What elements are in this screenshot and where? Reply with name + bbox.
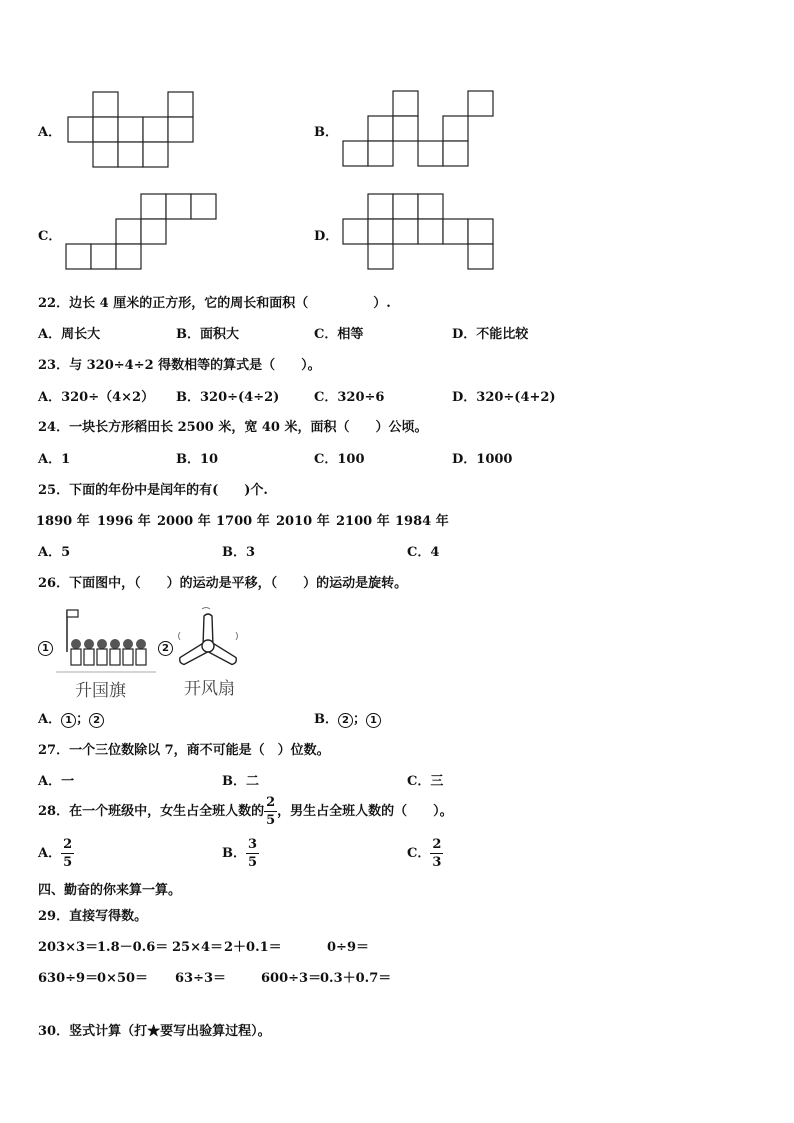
q22-option-d: D．不能比较: [452, 327, 529, 342]
net-square: [443, 219, 468, 244]
net-square: [468, 219, 493, 244]
net-square: [368, 116, 393, 141]
year-item: 1984 年: [395, 514, 449, 529]
net-square: [143, 142, 168, 167]
q24-option-a: A．1: [38, 452, 71, 467]
calc-item: 203×3＝: [38, 940, 99, 955]
fan-illustration: [176, 606, 240, 670]
q22-option-b: B．面积大: [176, 327, 239, 342]
net-square: [368, 141, 393, 166]
q24-option-b: B．10: [176, 452, 219, 467]
calc-item: 630÷9＝: [38, 971, 99, 986]
q23-option-b: B．320÷(4÷2): [176, 390, 280, 405]
calc-item: 0.3＋0.7＝: [320, 971, 392, 986]
picture-marker-1: 1: [38, 640, 53, 656]
net-square: [443, 141, 468, 166]
q25-option-b: B．3: [222, 545, 256, 560]
q27-option-c: C．三: [407, 774, 444, 789]
question-24-stem: 24．一块长方形稻田长 2500 米，宽 40 米，面积（ ）公顷。: [38, 420, 428, 435]
year-item: 2010 年: [276, 514, 330, 529]
net-square: [191, 194, 216, 219]
stem-fraction: $\frac{2}{5}$: [266, 795, 276, 828]
section-4-heading: 四、勤奋的你来算一算。: [38, 883, 182, 898]
net-square: [418, 141, 443, 166]
calc-item: 63÷3＝: [175, 971, 227, 986]
net-square: [93, 92, 118, 117]
calc-item: 0÷9＝: [327, 940, 369, 955]
net-square: [93, 117, 118, 142]
option-d-label: D．: [314, 229, 339, 244]
q26-option-b: B． 2 ； 1: [314, 708, 381, 728]
q25-option-a: A．5: [38, 545, 71, 560]
net-square: [168, 92, 193, 117]
net-figure-c: [66, 194, 226, 274]
year-item: 2100 年: [336, 514, 390, 529]
calc-item: 1.8－0.6＝: [97, 940, 169, 955]
option-a-label: A．: [38, 125, 62, 140]
net-square: [418, 219, 443, 244]
q23-option-a: A．320÷（4×2）: [38, 390, 155, 405]
option-c-label: C．: [38, 229, 62, 244]
net-square: [393, 219, 418, 244]
calc-item: 25×4＝: [172, 940, 224, 955]
q23-option-d: D．320÷(4+2): [452, 390, 556, 405]
q25-option-c: C．4: [407, 545, 440, 560]
q23-option-c: C．320÷6: [314, 390, 385, 405]
q27-option-b: B．二: [222, 774, 259, 789]
net-square: [118, 142, 143, 167]
caption-fan: 开风扇: [184, 679, 235, 699]
net-square: [93, 142, 118, 167]
year-item: 1890 年: [36, 514, 90, 529]
q24-option-c: C．100: [314, 452, 365, 467]
net-square: [116, 219, 141, 244]
net-square: [66, 244, 91, 269]
calc-item: 0×50＝: [97, 971, 149, 986]
q28-option-a: A． $\frac{2}{5}$: [38, 837, 73, 870]
net-square: [166, 194, 191, 219]
q28-option-b: B． $\frac{3}{5}$: [222, 837, 258, 870]
question-22-stem: 22．边长 4 厘米的正方形，它的周长和面积（ ）.: [38, 296, 391, 311]
question-29-stem: 29．直接写得数。: [38, 909, 148, 924]
calc-item: 2＋0.1＝: [224, 940, 282, 955]
question-26-stem: 26．下面图中，（ ）的运动是平移，（ ）的运动是旋转。: [38, 576, 408, 591]
net-square: [368, 219, 393, 244]
q27-option-a: A．一: [38, 774, 75, 789]
net-square: [468, 91, 493, 116]
net-square: [393, 116, 418, 141]
question-27-stem: 27．一个三位数除以 7，商不可能是（ ）位数。: [38, 743, 330, 758]
net-figure-b: [343, 91, 503, 171]
net-square: [468, 244, 493, 269]
q26-option-a: A． 1 ； 2: [38, 708, 104, 728]
net-square: [141, 219, 166, 244]
net-square: [443, 116, 468, 141]
q22-option-a: A．周长大: [38, 327, 101, 342]
option-b-label: B．: [314, 125, 338, 140]
q24-option-d: D．1000: [452, 452, 513, 467]
net-square: [143, 117, 168, 142]
question-25-stem: 25．下面的年份中是闰年的有( )个.: [38, 483, 268, 498]
net-figure-d: [343, 194, 503, 274]
net-square: [418, 194, 443, 219]
net-square: [68, 117, 93, 142]
caption-flag-raising: 升国旗: [75, 681, 126, 701]
question-30-stem: 30．竖式计算（打★要写出验算过程）。: [38, 1024, 271, 1039]
picture-marker-2: 2: [158, 640, 173, 656]
net-square: [368, 244, 393, 269]
net-square: [116, 244, 141, 269]
net-square: [118, 117, 143, 142]
year-item: 1700 年: [216, 514, 270, 529]
net-square: [393, 91, 418, 116]
year-item: 1996 年: [97, 514, 151, 529]
net-square: [141, 194, 166, 219]
net-square: [91, 244, 116, 269]
net-square: [343, 141, 368, 166]
q22-option-c: C．相等: [314, 327, 364, 342]
question-28-stem: 28．在一个班级中，女生占全班人数的 $\frac{2}{5}$ ，男生占全班人数的（ ）。: [38, 795, 453, 828]
year-item: 2000 年: [157, 514, 211, 529]
net-figure-a: [68, 92, 198, 172]
net-square: [393, 194, 418, 219]
q28-option-c: C． $\frac{2}{3}$: [407, 837, 442, 870]
flag-raising-illustration: [56, 606, 156, 676]
calc-item: 600÷3＝: [261, 971, 322, 986]
net-square: [168, 117, 193, 142]
net-square: [368, 194, 393, 219]
net-square: [343, 219, 368, 244]
question-23-stem: 23．与 320÷4÷2 得数相等的算式是（ ）。: [38, 358, 321, 373]
